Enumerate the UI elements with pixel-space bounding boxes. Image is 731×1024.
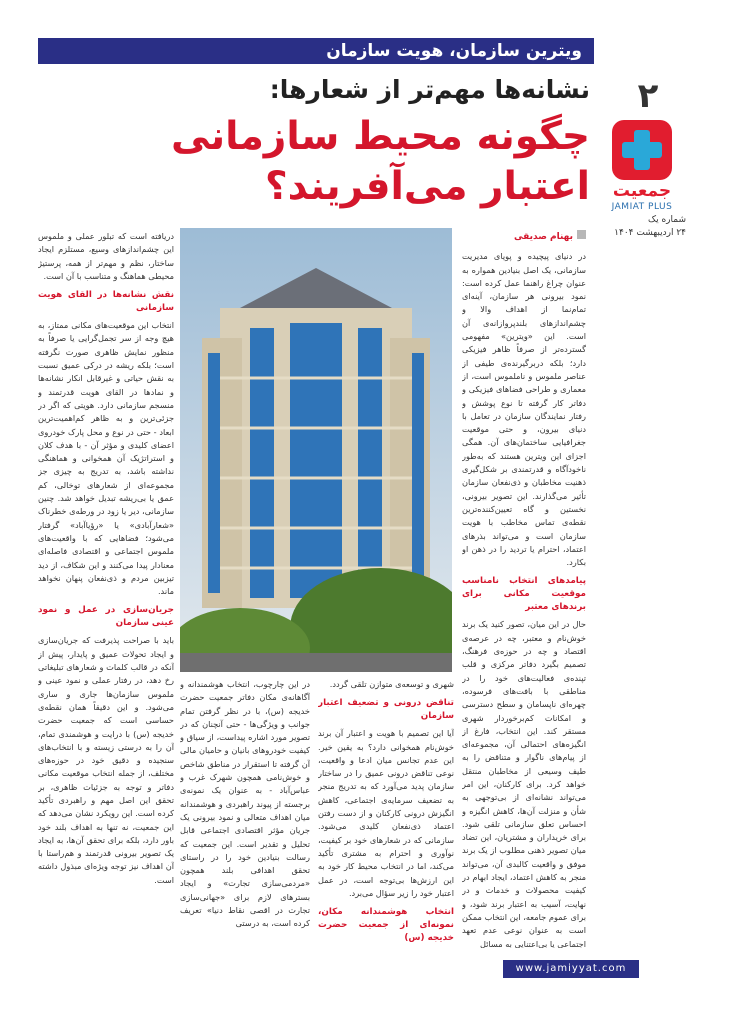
section-band: ویترین سازمان، هویت سازمان xyxy=(38,38,594,64)
article-column-4 xyxy=(38,230,174,948)
author-marker-icon xyxy=(577,230,586,239)
subheading: پیامدهای انتخاب نامناسب موقعیت مکانی برای برندهای معتبر xyxy=(462,576,586,613)
intro-paragraph: در دنیای پیچیده و پویای مدیریت سازمانی، یک اصل بنیادین همواره به عنوان چراغ راهنما عمل کرده است: نمود بیرونی هر سازمان، آینه‌ای تمام‌نما از اهداف والا و چشم‌اندازهای بلندپروازانه‌ی آن است. این «ویترین» مفهومی گسترده‌تر از صرفاً ظاهر فیزیکی دارد؛ بلکه دربرگیرنده‌ی طیفی از عناصر ملموس و ناملموس است، از معماری و طراحی فضاهای فیزیکی و دفاتر کار گرفته تا نوع پوشش و رفتار نمایندگان سازمان در تعامل با دنیای بیرون، و حتی موقعیت جغرافیایی ساختمان‌های آن. همگی اجزای این ویترین هستند که به‌طور ناخودآگاه و قدرتمندی بر شکل‌گیری ذهنیت مخاطبان و ذی‌نفعان سازمان تأثیر می‌گذارند. این تصویر بیرونی، نخستین و گاه تعیین‌کننده‌ترین نقطه‌ی تماس مخاطب با هویت سازمان است و می‌تواند بذرهای اعتماد، احترام یا تردید را در ذهن او بکارد. xyxy=(462,251,586,568)
intro-paragraph: دریافته است که تبلور عملی و ملموس این چشم‌اندازهای وسیع، مستلزم ایجاد ساختار، نظم و مهم‌تر از همه، پرستیژ محیطی هماهنگ و متناسب با آن است. xyxy=(38,231,174,281)
jamiat-logo-icon xyxy=(612,120,672,180)
subheading: جریان‌سازی در عمل و نمود عینی سازمان xyxy=(38,605,174,629)
issue-label: شماره یک xyxy=(648,215,686,225)
issue-date: ۲۴ اردیبهشت ۱۴۰۴ xyxy=(614,228,686,238)
article-column-2 xyxy=(318,678,454,948)
body-paragraph: آیا این تصمیم با هویت و اعتبار آن برند خوش‌نام همخوانی دارد؟ به یقین خیر. این عدم تجانس میان ادعا و واقعیت، نوعی تناقض درونی عمیق را در ساختار سازمان پدید می‌آورد که به تدریج منجر به تضعیف سرمایه‌ی اجتماعی، کاهش انگیزش درونی کارکنان و از دست رفتن اعتماد ذی‌نفعان کلیدی می‌شود. سازمانی که در شعارهای خود بر کیفیت، نوآوری و احترام به مشتری تأکید می‌کند، اما در انتخاب محیط کار خود به این ارزش‌ها بی‌توجه است، در عمل اعتبار خود را زیر سؤال می‌برد. xyxy=(318,728,454,898)
body-paragraph: حال در این میان، تصور کنید یک برند خوش‌نام و معتبر، چه در عرصه‌ی اقتصاد و چه در حوزه‌ی فرهنگ، تصمیم بگیرد دفاتر مرکزی و قلب تپنده‌ی فعالیت‌های خود را در مناطقی با بافت‌های فرسوده، چهره‌ای ناپسامان و سطح دسترسی و امکانات کم‌برخوردار شهری مستقر کند. این انتخاب، فارغ از انگیزه‌های احتمالی آن، مجموعه‌ای از پیام‌های ناگوار و متناقض را به طیف وسیعی از مخاطبان منتقل خواهد کرد. برای کارکنان، این امر می‌تواند نشانه‌ای از بی‌توجهی به شأن و منزلت آن‌ها، کاهش انگیزه و احساس تعلق سازمانی تلقی شود. برای خریداران و مشتریان، این تضاد میان تصویر ذهنی مطلوب از یک برند موفق و واقعیت کالبدی آن، می‌تواند منجر به کاهش اعتماد، ایجاد ابهام در کیفیت محصولات و خدمات و در نهایت، آسیب به اعتبار برند شود، و برای عموم جامعه، این انتخاب ممکن است به عنوان نوعی عدم تعهد اجتماعی یا بی‌اعتنایی به مسائل xyxy=(462,619,586,948)
website-url[interactable]: www.jamiyyat.com xyxy=(503,960,639,978)
body-paragraph: در این چارچوب، انتخاب هوشمندانه و آگاهانه‌ی مکان دفاتر جمعیت حضرت خدیجه (س)، با در نظر گرفتن تمام جوانب و ویژگی‌ها - حتی آنچنان که در تصویر مورد اشاره پیداست، از سیاق و کیفیت خودروهای بانیان و حامیان مالی آن گرفته تا استقرار در مناطق شاخص و خوش‌نامی همچون شهرک غرب و عباس‌آباد - به عنوان یک نمونه‌ی برجسته از پیوند راهبردی و هوشمندانه میان اهداف متعالی و نمود بیرونی یک جریان مؤثر اقتصادی اجتماعی قابل تحلیل و تقدیر است. این جمعیت که رسالت بنیادین خود را در راستای تحقق اهدافی بلند همچون «مردمی‌سازی تجارت» و ایجاد بسترهای لازم برای «جهانی‌سازی تجارت در اقصی نقاط دنیا» تعریف کرده است، به درستی xyxy=(180,679,310,929)
brand-name-en: JAMIAT PLUS xyxy=(611,202,673,212)
body-paragraph: باید با صراحت پذیرفت که جریان‌سازی و ایجاد تحولات عمیق و پایدار، پیش از آنکه در قالب کلمات و شعارهای تبلیغاتی رخ دهد، در رفتار عملی و نمود عینی و ملموس سازمان‌ها جاری و ساری می‌شود. و این دقیقاً همان نقطه‌ی حساسی است که جمعیت حضرت خدیجه (س) با درایت و هوشمندی تمام، آن را به درستی زیسته و با انتخاب‌های سنجیده و دقیق خود در حوزه‌های مختلف، از جمله انتخاب موقعیت مکانی دفاتر و توجه به جزئیات ظاهری، بر تحقق این اصل مهم و راهبردی تأکید کرده است. این رویکرد نشان می‌دهد که این جمعیت، نه تنها به اهداف بلند خود باور دارد، بلکه برای تحقق آن‌ها، به ایجاد یک تصویر بیرونی قدرتمند و هم‌راستا با آن اهداف نیز توجه ویژه‌ای مبذول داشته است. xyxy=(38,635,174,885)
body-paragraph: شهری و توسعه‌ی متوازن تلقی گردد. xyxy=(329,679,454,689)
author-name: بهنام صدیقی xyxy=(514,232,573,242)
building-illustration xyxy=(180,228,452,672)
article-column-3 xyxy=(180,678,310,948)
building-photo xyxy=(180,228,452,672)
body-paragraph: انتخاب این موقعیت‌های مکانی ممتاز، به هیچ وجه از سر تجمل‌گرایی یا صرفاً به منظور نمایش ظاهری صورت نگرفته است؛ بلکه ریشه در درکی عمیق نسبت به نقش حیاتی و غیرقابل انکار نشانه‌ها و نمادها در القای هویت قدرتمند و منسجم سازمانی دارد. هویتی که اگر در جزئی‌ترین و به ظاهر کم‌اهمیت‌ترین ابعاد - حتی در نوع و محل پارک خودروی اعضای کلیدی و مؤثر آن - با هدف کلان و استراتژیک آن همخوانی و هماهنگی نداشته باشد، به تدریج به چیزی جز مجموعه‌ای از شعارهای توخالی، کم عمق یا بی‌ریشه تبدیل خواهد شد. چنین سازمانی، دیر یا زود در ورطه‌ی خطرناک «شعارآبادی» یا «رؤیاآباد» گرفتار می‌شود؛ فضاهایی که با واقعیت‌های ملموس اجتماعی و اقتصادی فاصله‌ای معنادار پیدا می‌کنند و این شکاف، از دید تیزبین مردم و ذی‌نفعان پنهان نخواهد ماند. xyxy=(38,320,174,597)
subheading: تناقض درونی و تضعیف اعتبار سازمان xyxy=(318,698,454,722)
page-number: ۲ xyxy=(637,76,659,116)
article-headline: چگونه محیط سازمانی اعتبار می‌آفریند؟ xyxy=(171,114,590,209)
subheading: انتخاب هوشمندانه مکان، نمونه‌ای از جمعیت حضرت خدیجه (س) xyxy=(318,907,454,944)
subheading: نقش نشانه‌ها در القای هویت سازمانی xyxy=(38,290,174,314)
issue-info xyxy=(590,214,686,240)
article-column-1 xyxy=(462,230,586,948)
article-kicker: نشانه‌ها مهم‌تر از شعارها: xyxy=(269,75,590,104)
brand-name-fa: جمعیت xyxy=(612,181,672,201)
